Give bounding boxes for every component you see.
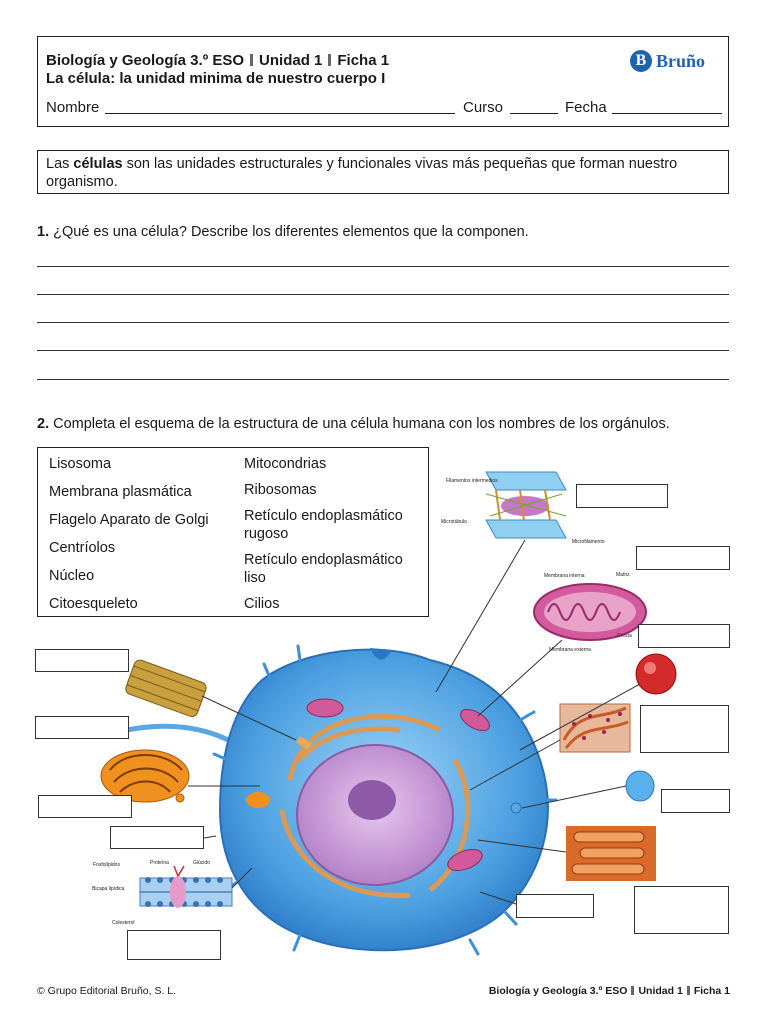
answer-line[interactable] xyxy=(37,266,729,267)
separator-bar xyxy=(250,54,253,66)
name-field[interactable] xyxy=(105,113,455,114)
answer-line[interactable] xyxy=(37,379,729,380)
centrioles-illustration xyxy=(124,658,208,718)
q2-number: 2. xyxy=(37,416,50,432)
rough-er-illustration xyxy=(560,704,630,752)
label-fosfolipidos: Fosfolípidos xyxy=(93,862,120,868)
answer-box-plasma-membrane[interactable] xyxy=(127,930,221,960)
date-label: Fecha xyxy=(565,99,607,116)
golgi-inner xyxy=(246,792,270,808)
separator-bar xyxy=(328,54,331,66)
intro-bold: células xyxy=(73,156,123,172)
label-colesterol: Colesterol xyxy=(112,920,135,926)
word-citoesqueleto: Citoesqueleto xyxy=(49,596,138,612)
word-mitocondrias: Mitocondrias xyxy=(244,456,327,472)
publisher-logo xyxy=(630,50,705,72)
intro-box xyxy=(37,150,729,194)
word-centriolos: Centríolos xyxy=(49,540,116,556)
q2-text: Completa el esquema de la estructura de una célula humana con los nombres de los orgánulos. xyxy=(53,416,670,432)
word-ribosomas: Ribosomas xyxy=(244,482,317,498)
cytoskeleton-illustration xyxy=(441,472,605,545)
q1-text: ¿Qué es una célula? Describe los diferentes elementos que la componen. xyxy=(53,224,529,240)
word-membrana: Membrana plasmática xyxy=(49,484,192,500)
footer-copyright: © Grupo Editorial Bruño, S. L. xyxy=(37,985,177,997)
answer-box-nucleus[interactable] xyxy=(110,826,204,849)
footer-subject: Biología y Geología 3.º ESO xyxy=(488,985,628,997)
answer-box-cilia[interactable] xyxy=(516,894,594,918)
page-title: La célula: la unidad minima de nuestro cuerpo I xyxy=(46,70,386,87)
label-membrana-interna: Membrana interna xyxy=(544,573,585,579)
answer-box-cytoskeleton[interactable] xyxy=(576,484,668,508)
question-2 xyxy=(37,416,670,432)
nucleolus xyxy=(348,780,396,820)
word-nucleo: Núcleo xyxy=(49,568,95,584)
ribosome-illustration xyxy=(626,771,654,801)
label-bicapa: Bicapa lipídica xyxy=(92,886,125,892)
answer-box-flagellum[interactable] xyxy=(35,649,129,672)
label-proteina: Proteína xyxy=(150,860,169,866)
label-matriz: Matriz xyxy=(616,572,630,578)
header-unit: Unidad 1 xyxy=(259,52,323,69)
label-membrana-externa: Membrana externa xyxy=(549,647,591,653)
answer-box-mitochondria-2[interactable] xyxy=(638,624,730,648)
word-rer: Retículo endoplasmático rugoso xyxy=(244,508,403,542)
separator-bar xyxy=(631,986,634,995)
mitochondrion-inner xyxy=(307,699,343,717)
course-label: Curso xyxy=(463,99,504,116)
answer-box-ribosome[interactable] xyxy=(661,789,730,813)
word-cilios: Cilios xyxy=(244,596,280,612)
answer-box-golgi[interactable] xyxy=(38,795,132,818)
separator-bar xyxy=(687,986,690,995)
course-field[interactable] xyxy=(510,113,558,114)
label-microtubulo: Microtúbulo xyxy=(441,519,467,525)
intro-pre: Las xyxy=(46,156,74,172)
word-flagelo-golgi: Flagelo Aparato de Golgi xyxy=(49,512,209,528)
label-glucido: Glúcido xyxy=(193,860,210,866)
header-subject: Biología y Geología 3.º ESO xyxy=(46,52,245,69)
answer-box-centrioles[interactable] xyxy=(35,716,129,739)
word-lisosoma: Lisosoma xyxy=(49,456,112,472)
intro-post: son las unidades estructurales y funcionales vivas más pequeñas que forman nuestro organismo. xyxy=(46,156,678,190)
flagellum xyxy=(118,726,232,742)
smooth-er-illustration xyxy=(566,826,656,881)
plasma-membrane-illustration xyxy=(92,860,232,926)
label-filamentos: Filamentos intermedios xyxy=(446,478,498,484)
answer-box-mitochondria[interactable] xyxy=(636,546,730,570)
label-microfilamento: Microfilamento xyxy=(572,539,605,545)
logo-text: Bruño xyxy=(656,50,706,71)
question-1 xyxy=(37,224,529,240)
answer-box-smooth-er[interactable] xyxy=(634,886,729,934)
label-cresta: Cresta xyxy=(617,633,632,639)
name-label: Nombre xyxy=(46,99,100,116)
lysosome-illustration xyxy=(636,654,676,694)
q1-number: 1. xyxy=(37,224,50,240)
footer-reference xyxy=(489,985,730,997)
date-field[interactable] xyxy=(612,113,722,114)
footer-sheet: Ficha 1 xyxy=(693,985,730,997)
bruno-logo-icon: B xyxy=(630,50,652,72)
header-sheet: Ficha 1 xyxy=(337,52,390,69)
mitochondrion-illustration xyxy=(534,572,646,653)
header-subject-line xyxy=(46,52,389,69)
answer-line[interactable] xyxy=(37,350,729,351)
footer-unit: Unidad 1 xyxy=(638,985,683,997)
answer-line[interactable] xyxy=(37,322,729,323)
answer-box-rough-er[interactable] xyxy=(640,705,729,753)
word-rel: Retículo endoplasmático liso xyxy=(244,552,403,586)
answer-line[interactable] xyxy=(37,294,729,295)
